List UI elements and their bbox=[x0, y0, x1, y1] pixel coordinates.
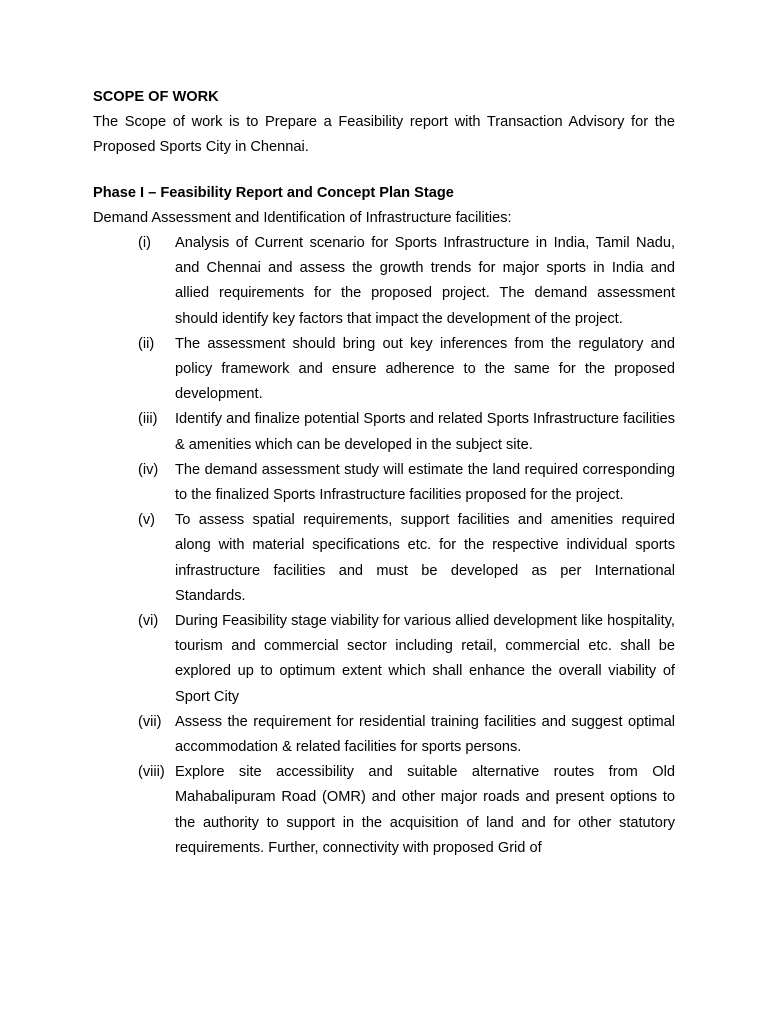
phase-title: Phase I – Feasibility Report and Concept Plan Stage bbox=[93, 184, 454, 201]
list-item bbox=[93, 760, 675, 861]
list-item-number: (vii) bbox=[138, 713, 162, 730]
list-item bbox=[93, 332, 675, 408]
list-item-text: Analysis of Current scenario for Sports Infrastructure in India, Tamil Nadu, and Chennai and assess the growth trends for major sports in India and allied requirements for the proposed project. The demand assessment should identify key factors that impact the development of the project. bbox=[175, 235, 675, 327]
phase-subtitle: Demand Assessment and Identification of Infrastructure facilities: bbox=[93, 209, 512, 226]
list-item-text: During Feasibility stage viability for various allied development like hospitality, tourism and commercial sector including retail, commercial etc. shall be explored up to optimum extent which shall enhance the overall viability of Sport City bbox=[175, 613, 675, 705]
list-item-number: (v) bbox=[138, 512, 156, 529]
list-item-text: Assess the requirement for residential training facilities and suggest optimal accommodation & related facilities for sports persons. bbox=[175, 713, 675, 756]
list-item-number: (iv) bbox=[138, 461, 159, 478]
list-item bbox=[93, 609, 675, 710]
list-item bbox=[93, 710, 675, 760]
list-item-number: (iii) bbox=[138, 411, 158, 428]
list-item-number: (i) bbox=[138, 235, 151, 252]
list-item bbox=[93, 231, 675, 332]
list-item-text: Explore site accessibility and suitable alternative routes from Old Mahabalipuram Road (OMR) and other major roads and present options to the authority to support in the acquisition of land and for other statutory requirements. Further, connectivity with proposed Grid of bbox=[175, 764, 675, 856]
spacer bbox=[93, 161, 675, 181]
list-item-text: Identify and finalize potential Sports and related Sports Infrastructure facilities & amenities which can be developed in the subject site. bbox=[175, 411, 675, 453]
list-item bbox=[93, 508, 675, 609]
list-item-number: (viii) bbox=[138, 764, 165, 781]
intro-paragraph: The Scope of work is to Prepare a Feasibility report with Transaction Advisory for the Proposed Sports City in Chennai. bbox=[93, 114, 675, 156]
section-heading: SCOPE OF WORK bbox=[93, 89, 219, 105]
list-item-number: (ii) bbox=[138, 335, 155, 352]
list-item bbox=[93, 407, 675, 457]
scope-list bbox=[93, 231, 675, 861]
list-item-text: The assessment should bring out key inferences from the regulatory and policy framework and ensure adherence to the same for the proposed development. bbox=[175, 335, 675, 403]
document-body bbox=[93, 85, 675, 861]
list-item-text: To assess spatial requirements, support facilities and amenities required along with material specifications etc. for the respective individual sports infrastructure facilities and must be developed as per International Standards. bbox=[175, 512, 675, 604]
list-item bbox=[93, 458, 675, 508]
list-item-text: The demand assessment study will estimate the land required corresponding to the finalized Sports Infrastructure facilities proposed for the project. bbox=[175, 461, 675, 504]
list-item-number: (vi) bbox=[138, 613, 159, 630]
